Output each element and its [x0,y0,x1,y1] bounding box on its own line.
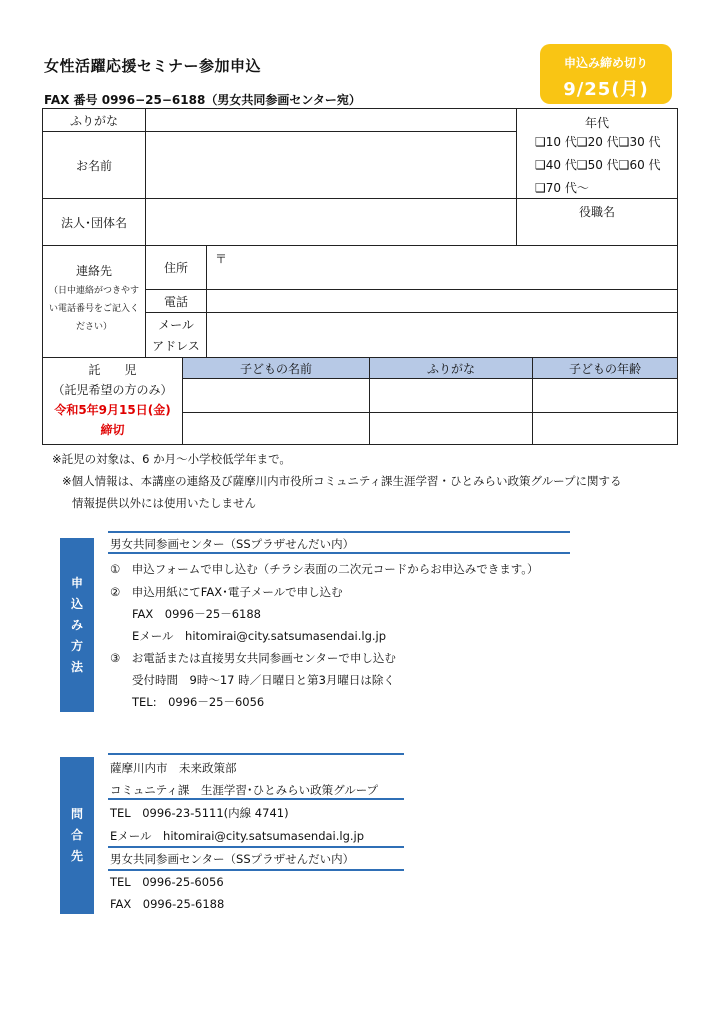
note-privacy: ※個人情報は、本講座の連絡及び薩摩川内市役所コミュニティ課生涯学習・ひとみらい政策グループに関する [62,474,622,488]
apply-method-label: 申 込 み 方 法 [60,538,94,712]
furigana-input[interactable] [145,108,517,132]
apply-tel: TEL: 0996－25－6056 [132,695,265,709]
inquiry-label: 問 合 先 [60,757,94,914]
divider [108,531,570,533]
child-furigana-header: ふりがな [369,357,533,379]
child2-age-input[interactable] [532,412,678,445]
child-name-header: 子どもの名前 [182,357,370,379]
child1-age-input[interactable] [532,378,678,413]
name-input[interactable] [145,131,517,199]
childcare-note: （託児希望の方のみ） [52,383,173,397]
divider [108,753,404,755]
childcare-label: 託 児 [88,363,137,377]
position-cell[interactable] [516,198,678,246]
divider [108,869,404,871]
apply-method-2: ② 申込用紙にてFAX･電子メールで申し込む [110,585,343,599]
position-label: 役職名 [578,205,615,219]
inquiry-center: 男女共同参画センター（SSプラザせんだい内） [110,852,355,866]
notes [52,448,622,514]
child2-name-input[interactable] [182,412,370,445]
note-childcare: ※託児の対象は、6 か月～小学校低学年まで。 [52,452,291,466]
divider [108,798,404,800]
childcare-label-cell [42,357,183,445]
age-title: 年代 [584,116,609,130]
org-label: 法人･団体名 [42,198,146,246]
address-label: 住所 [145,245,207,290]
age-options-row3[interactable]: ❑70 代～ [535,181,589,195]
child1-furigana-input[interactable] [369,378,533,413]
contact-label: 連絡先 [75,264,112,278]
address-input[interactable] [206,245,678,290]
child1-name-input[interactable] [182,378,370,413]
child-age-header: 子どもの年齢 [532,357,678,379]
application-form [42,108,678,445]
email-input[interactable] [206,312,678,358]
apply-email[interactable]: Eメール hitomirai@city.satsumasendai.lg.jp [132,629,387,643]
age-options-row2[interactable]: ❑40 代❑50 代❑60 代 [535,158,661,172]
childcare-deadline: 令和5年9月15日(金) [54,403,171,417]
phone-input[interactable] [206,289,678,313]
deadline-date: 9/25(月) [563,79,649,100]
divider [108,846,404,848]
divider [108,552,570,554]
inquiry-section: コミュニティ課 生涯学習･ひとみらい政策グループ [110,783,379,797]
inquiry-center-fax: FAX 0996-25-6188 [110,897,225,911]
apply-fax: FAX 0996－25－6188 [132,607,261,621]
childcare-deadline-suffix: 締切 [100,423,125,437]
inquiry-center-tel: TEL 0996-25-6056 [110,875,224,889]
contact-label-cell [42,245,146,358]
email-label: メール アドレス [145,312,207,358]
deadline-badge [540,44,672,104]
postal-mark: 〒 [215,252,228,266]
org-input[interactable] [145,198,517,246]
deadline-label: 申込み締め切り [563,56,648,70]
apply-method-3: ③ お電話または直接男女共同参画センターで申し込む [110,651,396,665]
page-title: 女性活躍応援セミナー参加申込 [44,57,262,75]
apply-hours: 受付時間 9時～17 時／日曜日と第3月曜日は除く [132,673,395,687]
phone-label: 電話 [145,289,207,313]
name-label: お名前 [42,131,146,199]
apply-method-1: ① 申込フォームで申し込む（チラシ表面の二次元コードからお申込みできます。） [110,562,539,576]
furigana-label: ふりがな [42,108,146,132]
age-options-row1[interactable]: ❑10 代❑20 代❑30 代 [535,135,661,149]
inquiry-dept: 薩摩川内市 未来政策部 [110,761,237,775]
fax-number: FAX 番号 0996−25−6188（男女共同参画センター宛） [44,93,361,107]
apply-center: 男女共同参画センター（SSプラザせんだい内） [110,537,355,551]
child2-furigana-input[interactable] [369,412,533,445]
contact-note: （日中連絡がつきやすい電話番号をご記入ください） [48,286,139,332]
inquiry-tel: TEL 0996-23-5111(内線 4741) [110,806,289,820]
inquiry-email[interactable]: Eメール hitomirai@city.satsumasendai.lg.jp [110,829,365,843]
note-privacy-cont: 情報提供以外には使用いたしません [72,496,256,510]
age-group-cell[interactable] [516,108,678,199]
